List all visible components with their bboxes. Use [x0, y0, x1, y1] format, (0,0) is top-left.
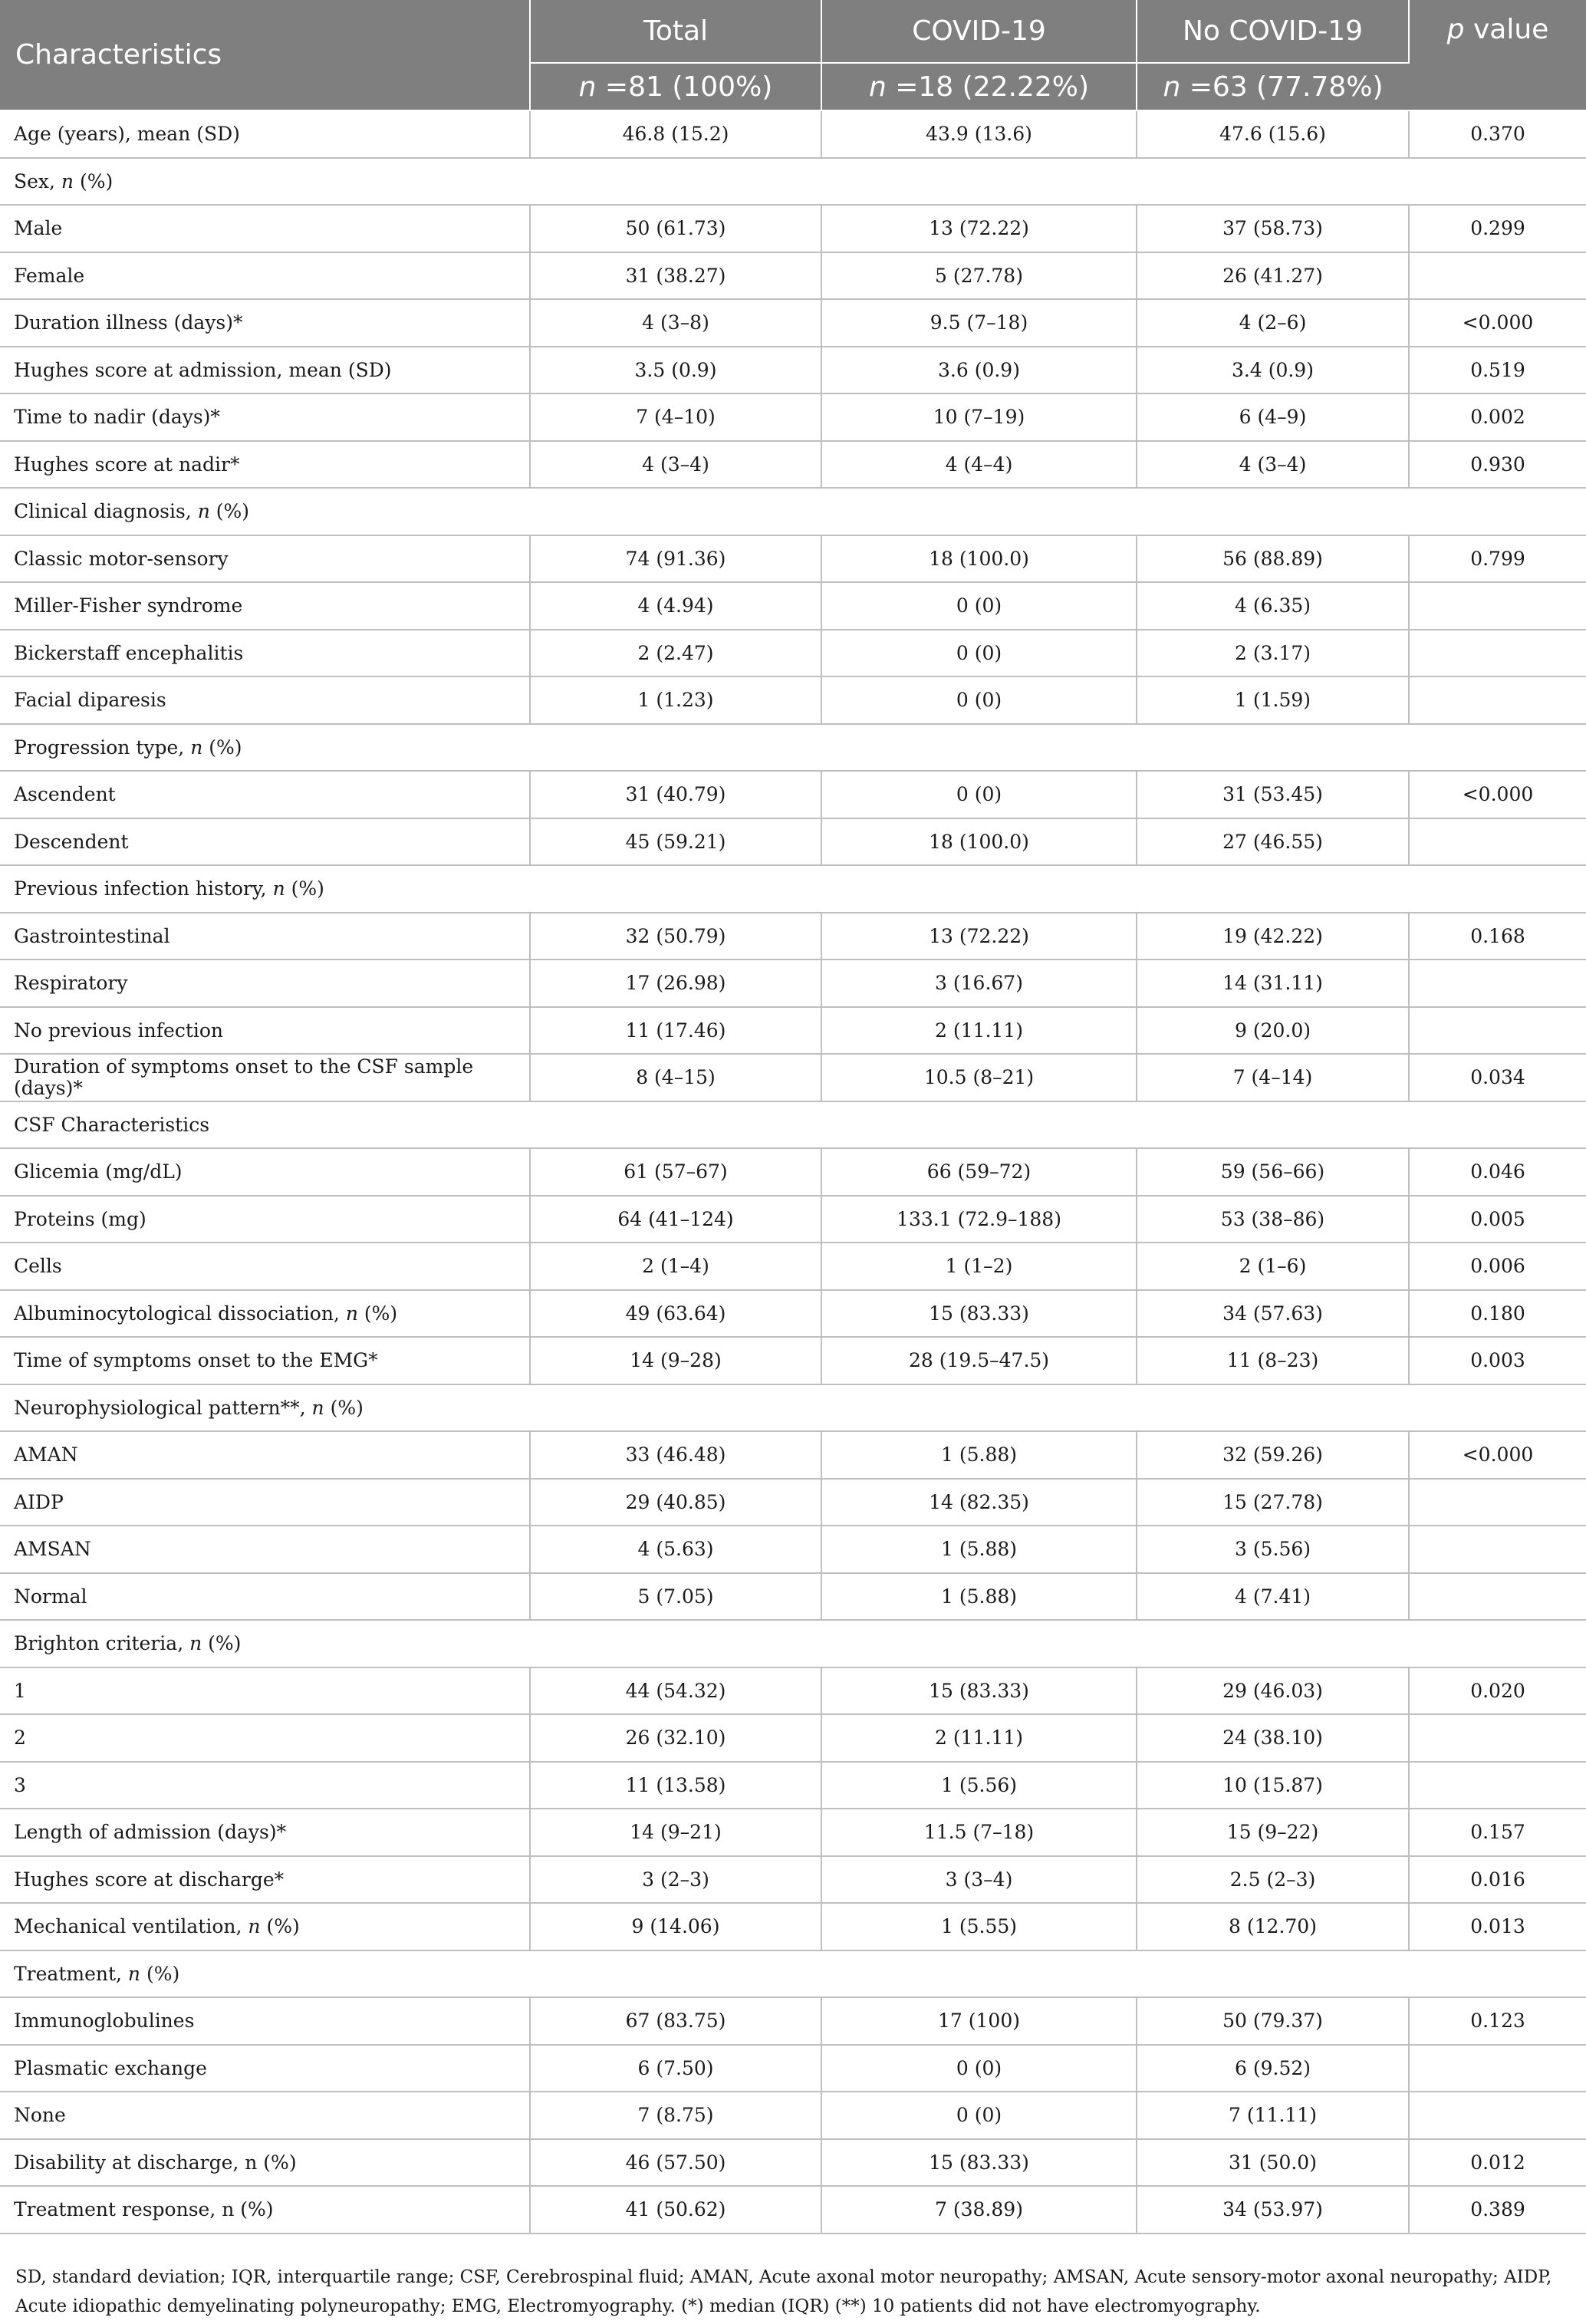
cell-covid: 4 (4–4) — [821, 441, 1137, 489]
cell-p-value: 0.002 — [1409, 393, 1586, 441]
row-label — [0, 1903, 530, 1950]
table-row — [0, 960, 1586, 1007]
cell-no-covid: 34 (57.63) — [1137, 1290, 1409, 1338]
cell-covid: 0 (0) — [821, 630, 1137, 677]
cell-p-value — [1409, 1573, 1586, 1621]
section-label-italic: n — [272, 877, 285, 900]
row-label: Miller-Fisher syndrome — [0, 582, 530, 630]
table-row — [0, 1573, 1586, 1621]
cell-total: 4 (3–4) — [530, 441, 821, 489]
section-label — [0, 865, 1586, 913]
cell-no-covid: 4 (7.41) — [1137, 1573, 1409, 1621]
header-no-covid-n-italic: n — [1163, 71, 1181, 103]
table-row — [0, 1196, 1586, 1243]
cell-covid: 0 (0) — [821, 2092, 1137, 2139]
cell-total: 29 (40.85) — [530, 1479, 821, 1526]
row-label: 2 — [0, 1714, 530, 1762]
header-covid-n-italic: n — [868, 71, 887, 103]
cell-covid: 15 (83.33) — [821, 1290, 1137, 1338]
cell-covid: 18 (100.0) — [821, 535, 1137, 583]
header-total-n-italic: n — [578, 71, 597, 103]
row-label: AMSAN — [0, 1526, 530, 1573]
row-label: Respiratory — [0, 960, 530, 1007]
cell-no-covid: 3 (5.56) — [1137, 1526, 1409, 1573]
row-label: Glicemia (mg/dL) — [0, 1148, 530, 1196]
cell-no-covid: 1 (1.59) — [1137, 676, 1409, 724]
row-label: Duration of symptoms onset to the CSF sample (days)* — [0, 1054, 530, 1101]
row-label: Length of admission (days)* — [0, 1809, 530, 1856]
table-row — [0, 2092, 1586, 2139]
row-label-italic: n — [248, 1915, 261, 1937]
table-row — [0, 347, 1586, 394]
cell-covid: 28 (19.5–47.5) — [821, 1337, 1137, 1384]
header-total: Total — [530, 0, 821, 63]
cell-covid: 1 (5.88) — [821, 1573, 1137, 1621]
table-row — [0, 393, 1586, 441]
section-row — [0, 1384, 1586, 1432]
row-label: Proteins (mg) — [0, 1196, 530, 1243]
section-label-suffix: (%) — [324, 1396, 364, 1419]
cell-covid: 2 (11.11) — [821, 1714, 1137, 1762]
table-row — [0, 1903, 1586, 1950]
cell-p-value: 0.006 — [1409, 1243, 1586, 1290]
section-label-suffix: (%) — [202, 1632, 242, 1654]
row-label-text: Albuminocytological dissociation, — [14, 1302, 346, 1325]
cell-covid: 17 (100) — [821, 1997, 1137, 2045]
table-footnote: SD, standard deviation; IQR, interquartile range; CSF, Cerebrospinal fluid; AMAN, Acute axonal motor neuropathy; AMSAN, Acute sensory-motor axonal neuropathy; AIDP, Acute idiopathic demyelinating polyneuropathy; EMG, Electromyography. (*) median (IQR) (**) 10 patients did not have electromyography. — [15, 2267, 1552, 2316]
table-row — [0, 1667, 1586, 1715]
cell-covid: 5 (27.78) — [821, 252, 1137, 300]
table-row — [0, 913, 1586, 960]
section-label-suffix: (%) — [285, 877, 324, 900]
cell-total: 14 (9–21) — [530, 1809, 821, 1856]
section-label-text: Progression type, — [14, 736, 191, 759]
cell-no-covid: 8 (12.70) — [1137, 1903, 1409, 1950]
cell-total: 67 (83.75) — [530, 1997, 821, 2045]
row-label: Cells — [0, 1243, 530, 1290]
table-header — [0, 0, 1586, 110]
section-label-suffix: (%) — [140, 1962, 180, 1985]
cell-p-value — [1409, 1714, 1586, 1762]
cell-p-value: 0.016 — [1409, 1856, 1586, 1904]
cell-covid: 1 (5.88) — [821, 1431, 1137, 1479]
cell-no-covid: 4 (3–4) — [1137, 441, 1409, 489]
section-row — [0, 724, 1586, 772]
section-label-text: Previous infection history, — [14, 877, 273, 900]
row-label: Hughes score at discharge* — [0, 1856, 530, 1904]
table-row — [0, 110, 1586, 158]
cell-covid: 1 (1–2) — [821, 1243, 1137, 1290]
row-label-suffix: (%) — [357, 1302, 398, 1325]
table-row — [0, 1054, 1586, 1101]
table-row — [0, 1290, 1586, 1338]
row-label: Male — [0, 205, 530, 252]
cell-covid: 18 (100.0) — [821, 818, 1137, 866]
cell-p-value: 0.012 — [1409, 2139, 1586, 2187]
section-label-italic: n — [127, 1962, 141, 1985]
cell-total: 3.5 (0.9) — [530, 347, 821, 394]
cell-p-value: <0.000 — [1409, 299, 1586, 347]
section-row — [0, 1101, 1586, 1149]
cell-no-covid: 32 (59.26) — [1137, 1431, 1409, 1479]
header-characteristics: Characteristics — [0, 0, 530, 110]
row-label: Age (years), mean (SD) — [0, 110, 530, 158]
table-row — [0, 535, 1586, 583]
cell-p-value: 0.046 — [1409, 1148, 1586, 1196]
section-label-italic: n — [197, 500, 210, 522]
cell-no-covid: 4 (6.35) — [1137, 582, 1409, 630]
cell-no-covid: 2 (3.17) — [1137, 630, 1409, 677]
header-p-value — [1409, 0, 1586, 110]
cell-covid: 7 (38.89) — [821, 2186, 1137, 2233]
section-label — [0, 1620, 1586, 1667]
row-label: Ascendent — [0, 771, 530, 818]
cell-p-value — [1409, 630, 1586, 677]
cell-total: 31 (40.79) — [530, 771, 821, 818]
cell-covid: 3.6 (0.9) — [821, 347, 1137, 394]
section-label-text: Treatment, — [14, 1962, 128, 1985]
cell-total: 2 (2.47) — [530, 630, 821, 677]
section-label-italic: n — [189, 1632, 202, 1654]
cell-no-covid: 6 (4–9) — [1137, 393, 1409, 441]
section-row — [0, 1620, 1586, 1667]
header-covid-n-rest: =18 (22.22%) — [886, 71, 1090, 103]
cell-covid: 13 (72.22) — [821, 205, 1137, 252]
row-label: Bickerstaff encephalitis — [0, 630, 530, 677]
row-label: Treatment response, n (%) — [0, 2186, 530, 2233]
table-row — [0, 1809, 1586, 1856]
cell-covid: 1 (5.56) — [821, 1762, 1137, 1809]
row-label: Normal — [0, 1573, 530, 1621]
cell-p-value — [1409, 2045, 1586, 2092]
cell-p-value — [1409, 818, 1586, 866]
section-label-text: CSF Characteristics — [14, 1113, 210, 1136]
cell-total: 11 (17.46) — [530, 1007, 821, 1055]
cell-p-value: 0.005 — [1409, 1196, 1586, 1243]
cell-no-covid: 15 (9–22) — [1137, 1809, 1409, 1856]
cell-total: 31 (38.27) — [530, 252, 821, 300]
table-row — [0, 1997, 1586, 2045]
cell-no-covid: 3.4 (0.9) — [1137, 347, 1409, 394]
cell-no-covid: 34 (53.97) — [1137, 2186, 1409, 2233]
cell-p-value — [1409, 1479, 1586, 1526]
row-label: Descendent — [0, 818, 530, 866]
cell-covid: 0 (0) — [821, 2045, 1137, 2092]
header-total-n-rest: =81 (100%) — [596, 71, 773, 103]
cell-total: 4 (5.63) — [530, 1526, 821, 1573]
cell-total: 4 (3–8) — [530, 299, 821, 347]
section-label-italic: n — [61, 170, 74, 193]
table-row — [0, 1243, 1586, 1290]
cell-covid: 1 (5.55) — [821, 1903, 1137, 1950]
row-label-text: Mechanical ventilation, — [14, 1915, 248, 1937]
cell-p-value — [1409, 1526, 1586, 1573]
row-label: Time to nadir (days)* — [0, 393, 530, 441]
cell-covid: 66 (59–72) — [821, 1148, 1137, 1196]
cell-total: 26 (32.10) — [530, 1714, 821, 1762]
section-label-italic: n — [190, 736, 203, 759]
row-label: Gastrointestinal — [0, 913, 530, 960]
table-row — [0, 1007, 1586, 1055]
section-row — [0, 865, 1586, 913]
table-row — [0, 1148, 1586, 1196]
table-row — [0, 1479, 1586, 1526]
header-row — [0, 0, 1586, 63]
table-row — [0, 205, 1586, 252]
table-row — [0, 1526, 1586, 1573]
cell-total: 4 (4.94) — [530, 582, 821, 630]
section-label-italic: n — [311, 1396, 324, 1419]
section-label — [0, 1950, 1586, 1998]
row-label: Female — [0, 252, 530, 300]
row-label: Disability at discharge, n (%) — [0, 2139, 530, 2187]
table-body — [0, 110, 1586, 2233]
cell-no-covid: 4 (2–6) — [1137, 299, 1409, 347]
cell-no-covid: 27 (46.55) — [1137, 818, 1409, 866]
section-label — [0, 1384, 1586, 1432]
cell-covid: 43.9 (13.6) — [821, 110, 1137, 158]
cell-total: 49 (63.64) — [530, 1290, 821, 1338]
cell-no-covid: 15 (27.78) — [1137, 1479, 1409, 1526]
cell-no-covid: 7 (4–14) — [1137, 1054, 1409, 1101]
row-label: Time of symptoms onset to the EMG* — [0, 1337, 530, 1384]
table-row — [0, 2186, 1586, 2233]
cell-total: 2 (1–4) — [530, 1243, 821, 1290]
cell-covid: 10 (7–19) — [821, 393, 1137, 441]
cell-p-value: <0.000 — [1409, 1431, 1586, 1479]
section-row — [0, 158, 1586, 206]
row-label-suffix: (%) — [260, 1915, 300, 1937]
cell-no-covid: 10 (15.87) — [1137, 1762, 1409, 1809]
cell-total: 32 (50.79) — [530, 913, 821, 960]
cell-total: 46 (57.50) — [530, 2139, 821, 2187]
cell-p-value — [1409, 582, 1586, 630]
cell-covid: 0 (0) — [821, 676, 1137, 724]
cell-no-covid: 26 (41.27) — [1137, 252, 1409, 300]
cell-total: 46.8 (15.2) — [530, 110, 821, 158]
cell-no-covid: 50 (79.37) — [1137, 1997, 1409, 2045]
section-label-text: Clinical diagnosis, — [14, 500, 198, 522]
cell-total: 61 (57–67) — [530, 1148, 821, 1196]
row-label — [0, 1290, 530, 1338]
row-label: Duration illness (days)* — [0, 299, 530, 347]
cell-no-covid: 14 (31.11) — [1137, 960, 1409, 1007]
cell-total: 41 (50.62) — [530, 2186, 821, 2233]
cell-no-covid: 19 (42.22) — [1137, 913, 1409, 960]
row-label: 1 — [0, 1667, 530, 1715]
section-label-suffix: (%) — [74, 170, 114, 193]
cell-no-covid: 11 (8–23) — [1137, 1337, 1409, 1384]
row-label: No previous infection — [0, 1007, 530, 1055]
row-label: Facial diparesis — [0, 676, 530, 724]
cell-p-value: 0.370 — [1409, 110, 1586, 158]
cell-covid: 10.5 (8–21) — [821, 1054, 1137, 1101]
table-row — [0, 1856, 1586, 1904]
section-label — [0, 1101, 1586, 1149]
cell-covid: 3 (3–4) — [821, 1856, 1137, 1904]
header-p-italic: p — [1446, 14, 1465, 45]
cell-total: 17 (26.98) — [530, 960, 821, 1007]
cell-total: 14 (9–28) — [530, 1337, 821, 1384]
table-row — [0, 252, 1586, 300]
cell-p-value: <0.000 — [1409, 771, 1586, 818]
cell-covid: 9.5 (7–18) — [821, 299, 1137, 347]
cell-p-value: 0.180 — [1409, 1290, 1586, 1338]
table-row — [0, 2045, 1586, 2092]
cell-p-value: 0.930 — [1409, 441, 1586, 489]
row-label: Immunoglobulines — [0, 1997, 530, 2045]
header-no-covid: No COVID-19 — [1137, 0, 1409, 63]
table-row — [0, 676, 1586, 724]
cell-total: 6 (7.50) — [530, 2045, 821, 2092]
section-label-text: Sex, — [14, 170, 61, 193]
cell-no-covid: 31 (50.0) — [1137, 2139, 1409, 2187]
cell-total: 33 (46.48) — [530, 1431, 821, 1479]
header-covid: COVID-19 — [821, 0, 1137, 63]
cell-p-value: 0.013 — [1409, 1903, 1586, 1950]
cell-total: 9 (14.06) — [530, 1903, 821, 1950]
cell-p-value: 0.034 — [1409, 1054, 1586, 1101]
section-label-text: Brighton criteria, — [14, 1632, 190, 1654]
row-label: Hughes score at nadir* — [0, 441, 530, 489]
row-label: AIDP — [0, 1479, 530, 1526]
row-label-italic: n — [345, 1302, 358, 1325]
cell-no-covid: 2 (1–6) — [1137, 1243, 1409, 1290]
header-p-rest: value — [1464, 14, 1549, 45]
table-row — [0, 818, 1586, 866]
cell-no-covid: 6 (9.52) — [1137, 2045, 1409, 2092]
cell-no-covid: 56 (88.89) — [1137, 535, 1409, 583]
cell-p-value: 0.003 — [1409, 1337, 1586, 1384]
table-row — [0, 582, 1586, 630]
cell-no-covid: 2.5 (2–3) — [1137, 1856, 1409, 1904]
cell-p-value — [1409, 960, 1586, 1007]
cell-covid: 133.1 (72.9–188) — [821, 1196, 1137, 1243]
cell-covid: 15 (83.33) — [821, 2139, 1137, 2187]
cell-covid: 11.5 (7–18) — [821, 1809, 1137, 1856]
table-row — [0, 1714, 1586, 1762]
cell-p-value — [1409, 252, 1586, 300]
cell-total: 45 (59.21) — [530, 818, 821, 866]
table-row — [0, 441, 1586, 489]
cell-p-value — [1409, 676, 1586, 724]
header-total-n — [530, 63, 821, 110]
cell-p-value: 0.799 — [1409, 535, 1586, 583]
cell-covid: 0 (0) — [821, 582, 1137, 630]
section-label-suffix: (%) — [209, 500, 250, 522]
row-label: AMAN — [0, 1431, 530, 1479]
section-label — [0, 158, 1586, 206]
cell-total: 1 (1.23) — [530, 676, 821, 724]
cell-covid: 14 (82.35) — [821, 1479, 1137, 1526]
cell-total: 5 (7.05) — [530, 1573, 821, 1621]
cell-p-value: 0.389 — [1409, 2186, 1586, 2233]
cell-no-covid: 53 (38–86) — [1137, 1196, 1409, 1243]
cell-no-covid: 37 (58.73) — [1137, 205, 1409, 252]
row-label: Plasmatic exchange — [0, 2045, 530, 2092]
header-no-covid-n — [1137, 63, 1409, 110]
section-row — [0, 488, 1586, 535]
cell-p-value — [1409, 2092, 1586, 2139]
cell-covid: 2 (11.11) — [821, 1007, 1137, 1055]
cell-covid: 3 (16.67) — [821, 960, 1137, 1007]
cell-total: 50 (61.73) — [530, 205, 821, 252]
section-label — [0, 724, 1586, 772]
row-label: None — [0, 2092, 530, 2139]
cell-total: 7 (4–10) — [530, 393, 821, 441]
cell-p-value — [1409, 1762, 1586, 1809]
cell-total: 74 (91.36) — [530, 535, 821, 583]
cell-no-covid: 9 (20.0) — [1137, 1007, 1409, 1055]
cell-covid: 15 (83.33) — [821, 1667, 1137, 1715]
cell-p-value: 0.168 — [1409, 913, 1586, 960]
cell-no-covid: 7 (11.11) — [1137, 2092, 1409, 2139]
cell-p-value: 0.299 — [1409, 205, 1586, 252]
cell-p-value: 0.020 — [1409, 1667, 1586, 1715]
section-label-suffix: (%) — [202, 736, 242, 759]
cell-no-covid: 59 (56–66) — [1137, 1148, 1409, 1196]
cell-total: 8 (4–15) — [530, 1054, 821, 1101]
table-row — [0, 630, 1586, 677]
cell-p-value: 0.519 — [1409, 347, 1586, 394]
cell-p-value — [1409, 1007, 1586, 1055]
header-covid-n — [821, 63, 1137, 110]
table-row — [0, 2139, 1586, 2187]
section-label — [0, 488, 1586, 535]
table-row — [0, 1762, 1586, 1809]
section-row — [0, 1950, 1586, 1998]
cell-p-value: 0.157 — [1409, 1809, 1586, 1856]
header-no-covid-n-rest: =63 (77.78%) — [1180, 71, 1384, 103]
table-row — [0, 299, 1586, 347]
cell-total: 3 (2–3) — [530, 1856, 821, 1904]
row-label: Classic motor-sensory — [0, 535, 530, 583]
row-label: Hughes score at admission, mean (SD) — [0, 347, 530, 394]
cell-no-covid: 29 (46.03) — [1137, 1667, 1409, 1715]
cell-p-value: 0.123 — [1409, 1997, 1586, 2045]
cell-total: 64 (41–124) — [530, 1196, 821, 1243]
section-label-text: Neurophysiological pattern**, — [14, 1396, 312, 1419]
cell-covid: 1 (5.88) — [821, 1526, 1137, 1573]
table-row — [0, 1431, 1586, 1479]
cell-no-covid: 24 (38.10) — [1137, 1714, 1409, 1762]
table-row — [0, 1337, 1586, 1384]
row-label: 3 — [0, 1762, 530, 1809]
cell-total: 7 (8.75) — [530, 2092, 821, 2139]
cell-covid: 13 (72.22) — [821, 913, 1137, 960]
cell-covid: 0 (0) — [821, 771, 1137, 818]
cell-no-covid: 31 (53.45) — [1137, 771, 1409, 818]
cell-no-covid: 47.6 (15.6) — [1137, 110, 1409, 158]
cell-total: 44 (54.32) — [530, 1667, 821, 1715]
table-row — [0, 771, 1586, 818]
cell-total: 11 (13.58) — [530, 1762, 821, 1809]
